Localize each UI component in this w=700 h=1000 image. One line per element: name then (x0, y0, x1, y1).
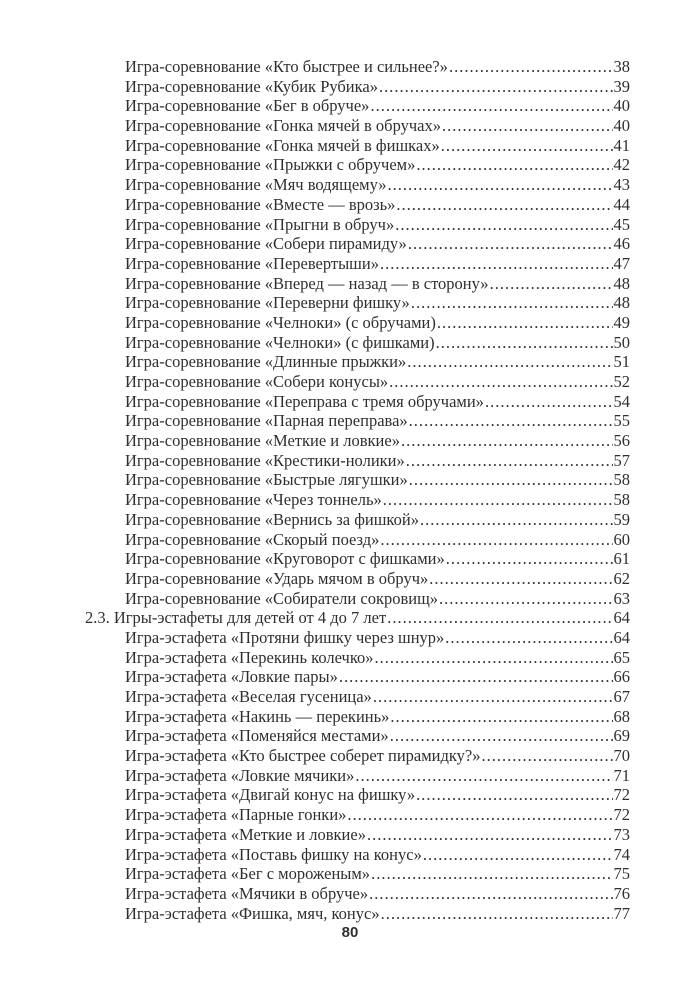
toc-entry-title: Игра-эстафета «Двигай конус на фишку» (125, 785, 416, 805)
toc-entry (125, 805, 630, 825)
dot-leader (367, 825, 613, 845)
toc-entry-title: Игра-соревнование «Парная переправа» (125, 411, 408, 431)
toc-entry-page: 68 (613, 706, 630, 726)
toc-entry (125, 825, 630, 845)
toc-entry-page: 77 (613, 903, 630, 923)
dot-leader (409, 411, 613, 431)
dot-leader (441, 136, 613, 156)
toc-entry-page: 70 (613, 746, 630, 766)
dot-leader (416, 155, 612, 175)
toc-entry-page: 58 (613, 470, 630, 490)
dot-leader (375, 648, 613, 668)
toc-entry-title: Игра-соревнование «Скорый поезд» (125, 529, 380, 549)
toc-entry (125, 411, 630, 431)
toc-entry-title: Игра-соревнование «Собери пирамиду» (125, 234, 407, 254)
toc-entry (125, 136, 630, 156)
toc-entry-page: 39 (613, 76, 630, 96)
toc-entry-page: 73 (613, 824, 630, 844)
toc-entry-page: 59 (613, 509, 630, 529)
toc-entry (125, 333, 630, 353)
toc-entry (125, 687, 630, 707)
toc-entry (125, 785, 630, 805)
toc-entry-page: 38 (613, 57, 630, 76)
toc-entry (125, 707, 630, 727)
dot-leader (373, 687, 613, 707)
toc-entry-title: Игра-соревнование «Гонка мячей в обручах» (125, 116, 441, 136)
toc-entry-page: 56 (613, 431, 630, 451)
toc-entry-page: 60 (613, 529, 630, 549)
toc-entry-title: Игра-соревнование «Бег в обруче» (125, 96, 370, 116)
toc-entry (125, 530, 630, 550)
toc-entry-page: 55 (613, 411, 630, 431)
toc-entry-title: Игра-соревнование «Длинные прыжки» (125, 352, 407, 372)
toc-entry-page: 69 (613, 726, 630, 746)
page-number: 80 (341, 924, 359, 941)
dot-leader (355, 766, 612, 786)
toc-entry-page: 45 (613, 214, 630, 234)
toc-entry (125, 470, 630, 490)
dot-leader (429, 569, 612, 589)
dot-leader (439, 589, 612, 609)
dot-leader (408, 234, 613, 254)
toc-entry-title: Игра-эстафета «Бег с мороженым» (125, 864, 371, 884)
toc-entry-title: 2.3. Игры-эстафеты для детей от 4 до 7 лет (85, 608, 387, 628)
toc-entry-title: Игра-эстафета «Поставь фишку на конус» (125, 844, 422, 864)
dot-leader (407, 352, 612, 372)
toc-entry-title: Игра-соревнование «Мяч водящему» (125, 175, 387, 195)
toc-entry (125, 431, 630, 451)
dot-leader (371, 864, 612, 884)
toc-entry-title: Игра-соревнование «Кто быстрее и сильнее?» (125, 57, 448, 76)
dot-leader (406, 451, 613, 471)
toc-entry (125, 57, 630, 77)
toc-entry (125, 726, 630, 746)
toc-entry (125, 667, 630, 687)
toc-entry-title: Игра-эстафета «Парные гонки» (125, 805, 347, 825)
toc-entry (85, 608, 630, 628)
toc-entry-page: 63 (613, 588, 630, 608)
toc-entry (125, 175, 630, 195)
toc-entry (125, 589, 630, 609)
toc-entry (125, 215, 630, 235)
toc-entry-title: Игра-эстафета «Веселая гусеница» (125, 687, 372, 706)
toc-entry-title: Игра-соревнование «Собери конусы» (125, 372, 389, 391)
dot-leader (369, 884, 612, 904)
dot-leader (445, 628, 612, 648)
dot-leader (423, 845, 613, 865)
toc-entry (125, 195, 630, 215)
toc-entry-title: Игра-соревнование «Челноки» (с фишками) (125, 332, 435, 352)
toc-entry-page: 64 (613, 627, 630, 647)
toc-entry-page: 76 (613, 883, 630, 903)
dot-leader (381, 904, 613, 924)
toc-entry (125, 274, 630, 294)
dot-leader (339, 667, 613, 687)
toc-entry-title: Игра-соревнование «Прыгни в обруч» (125, 214, 395, 234)
dot-leader (449, 57, 613, 77)
toc-entry (125, 352, 630, 372)
toc-entry-page: 64 (613, 608, 630, 628)
toc-entry (125, 392, 630, 412)
toc-entry-page: 42 (613, 155, 630, 175)
dot-leader (380, 530, 612, 550)
toc-entry-title: Игра-соревнование «Ударь мячом в обруч» (125, 568, 429, 588)
toc-entry (125, 313, 630, 333)
toc-entry-title: Игра-соревнование «Через тоннель» (125, 490, 382, 510)
toc-entry-title: Игра-эстафета «Поменяйся местами» (125, 726, 389, 746)
dot-leader (387, 608, 612, 628)
toc-entry-page: 43 (613, 175, 630, 195)
toc-entry-page: 54 (613, 391, 630, 411)
toc-entry-page: 66 (613, 667, 630, 687)
dot-leader (482, 746, 613, 766)
toc-entry-page: 72 (613, 785, 630, 805)
toc-entry-title: Игра-соревнование «Вперед — назад — в сторону» (125, 273, 489, 293)
dot-leader (401, 431, 613, 451)
toc-entry (125, 234, 630, 254)
toc-entry-title: Игра-соревнование «Меткие и ловкие» (125, 431, 400, 451)
toc-entry-page: 46 (613, 234, 630, 254)
toc-entry-page: 74 (613, 844, 630, 864)
toc-entry-title: Игра-эстафета «Меткие и ловкие» (125, 824, 366, 844)
toc-entry (125, 746, 630, 766)
toc-entry-page: 47 (613, 253, 630, 273)
toc-entry-title: Игра-соревнование «Круговорот с фишками» (125, 549, 445, 569)
toc-entry-page: 40 (613, 116, 630, 136)
toc-entry-title: Игра-эстафета «Ловкие пары» (125, 667, 338, 687)
dot-leader (396, 195, 612, 215)
toc-entry-title: Игра-соревнование «Прыжки с обручем» (125, 155, 416, 175)
dot-leader (446, 549, 613, 569)
toc-entry-page: 67 (613, 687, 630, 706)
dot-leader (420, 510, 613, 530)
toc-entry-title: Игра-соревнование «Быстрые лягушки» (125, 470, 408, 490)
toc-entry (125, 293, 630, 313)
toc-entry-title: Игра-соревнование «Переправа с тремя обручами» (125, 391, 484, 411)
toc-entry-page: 58 (613, 490, 630, 510)
toc-entry-page: 48 (613, 273, 630, 293)
toc-entry-page: 49 (613, 312, 630, 332)
toc-entry (125, 116, 630, 136)
toc-entry-page: 52 (613, 372, 630, 391)
toc-entry-title: Игра-соревнование «Крестики-нолики» (125, 450, 405, 470)
dot-leader (370, 96, 612, 116)
dot-leader (409, 470, 613, 490)
toc-entry-page: 48 (613, 293, 630, 313)
toc-entry-page: 65 (613, 647, 630, 667)
toc-entry-title: Игра-соревнование «Челноки» (с обручами) (125, 312, 436, 332)
dot-leader (389, 372, 612, 392)
dot-leader (437, 313, 613, 333)
toc-entry (125, 254, 630, 274)
dot-leader (416, 785, 612, 805)
dot-leader (347, 805, 612, 825)
toc-entry-page: 62 (613, 568, 630, 588)
dot-leader (379, 77, 613, 97)
dot-leader (390, 726, 613, 746)
toc-entry-title: Игра-эстафета «Накинь — перекинь» (125, 706, 390, 726)
toc-entry (125, 904, 630, 924)
toc-entry (125, 884, 630, 904)
dot-leader (383, 490, 613, 510)
toc-entry-title: Игра-соревнование «Кубик Рубика» (125, 76, 378, 96)
toc-entry-page: 40 (613, 96, 630, 116)
toc-entry-title: Игра-соревнование «Вернись за фишкой» (125, 509, 419, 529)
toc-entry (125, 96, 630, 116)
toc-entry-page: 72 (613, 805, 630, 825)
toc-entry-title: Игра-соревнование «Перевертыши» (125, 253, 379, 273)
dot-leader (442, 116, 613, 136)
toc-entry (125, 628, 630, 648)
toc-entry-title: Игра-эстафета «Протяни фишку через шнур» (125, 627, 445, 647)
toc-entry-page: 57 (613, 450, 630, 470)
toc-entry (125, 77, 630, 97)
toc-entry-title: Игра-эстафета «Кто быстрее соберет пирамидку?» (125, 746, 481, 766)
dot-leader (390, 707, 612, 727)
toc-list (85, 57, 630, 923)
toc-entry-title: Игра-эстафета «Перекинь колечко» (125, 647, 374, 667)
toc-entry-page: 41 (613, 135, 630, 155)
toc-entry-title: Игра-соревнование «Вместе — врозь» (125, 194, 396, 214)
toc-entry-page: 71 (613, 765, 630, 785)
toc-entry-title: Игра-соревнование «Гонка мячей в фишках» (125, 135, 440, 155)
toc-entry (125, 569, 630, 589)
dot-leader (490, 274, 613, 294)
dot-leader (388, 175, 613, 195)
dot-leader (485, 392, 613, 412)
toc-entry (125, 845, 630, 865)
toc-entry (125, 549, 630, 569)
toc-entry-title: Игра-эстафета «Ловкие мячики» (125, 765, 355, 785)
toc-entry (125, 864, 630, 884)
toc-entry (125, 372, 630, 392)
dot-leader (436, 333, 613, 353)
toc-entry-page: 75 (613, 864, 630, 884)
dot-leader (395, 215, 612, 235)
toc-entry (125, 490, 630, 510)
toc-entry-page: 44 (613, 194, 630, 214)
toc-entry-page: 50 (613, 332, 630, 352)
toc-entry-page: 51 (613, 352, 630, 372)
toc-entry (125, 766, 630, 786)
toc-entry-title: Игра-соревнование «Переверни фишку» (125, 293, 410, 313)
dot-leader (411, 293, 613, 313)
toc-entry-title: Игра-эстафета «Фишка, мяч, конус» (125, 903, 380, 923)
toc-entry (125, 451, 630, 471)
toc-entry-title: Игра-эстафета «Мячики в обруче» (125, 883, 369, 903)
toc-entry-page: 61 (613, 549, 630, 569)
toc-entry (125, 510, 630, 530)
toc-entry-title: Игра-соревнование «Собиратели сокровищ» (125, 588, 439, 608)
dot-leader (380, 254, 613, 274)
toc-entry (125, 648, 630, 668)
toc-entry (125, 155, 630, 175)
